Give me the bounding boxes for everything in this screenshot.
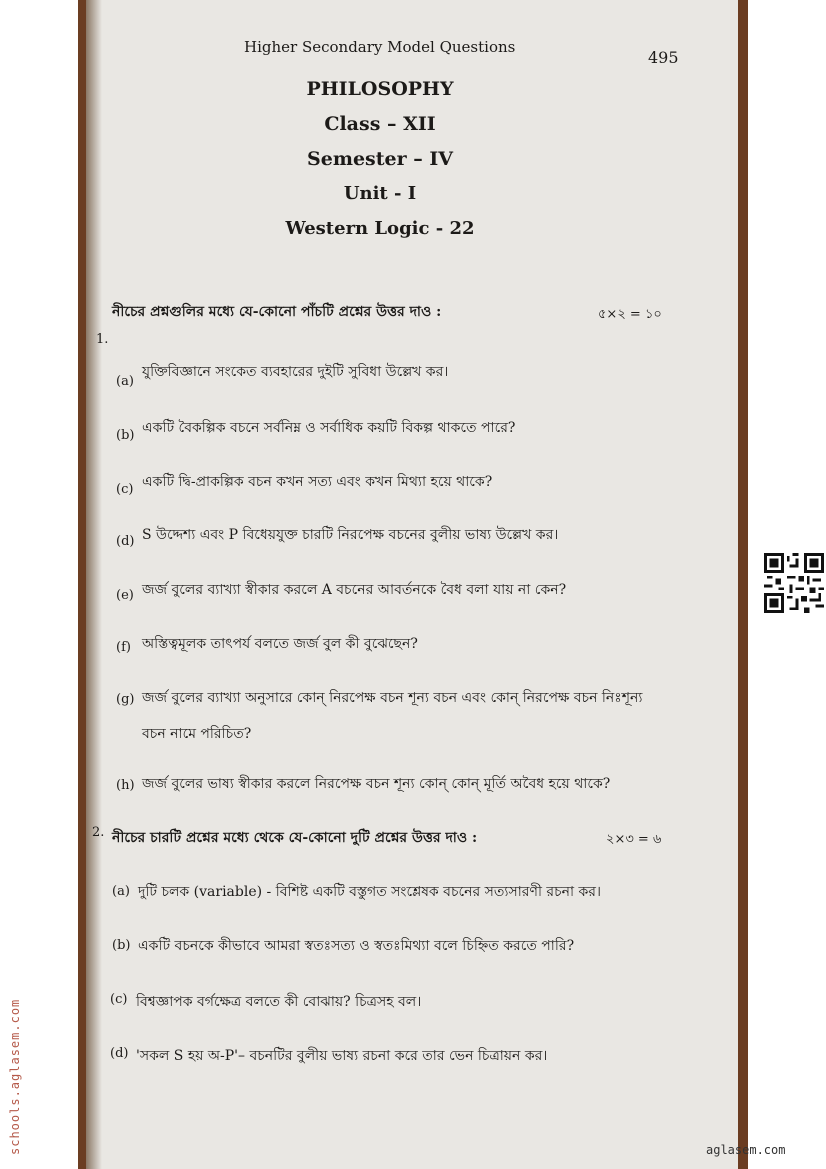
running-title: Higher Secondary Model Questions [244, 38, 516, 56]
item-label: (a) [116, 374, 134, 389]
item-text-continued: বচন নামে পরিচিত? [142, 726, 252, 742]
item-text: যুক্তিবিজ্ঞানে সংকেত ব্যবহারের দুইটি সুবিধা উল্লেখ কর। [142, 364, 449, 380]
item-text: একটি বচনকে কীভাবে আমরা স্বতঃসত্য ও স্বতঃমিথ্যা বলে চিহ্নিত করতে পারি? [138, 938, 575, 954]
item-label: (f) [116, 640, 131, 655]
qr-code-icon [764, 553, 824, 613]
side-watermark: schools.aglasem.com [8, 998, 22, 1155]
item-text: অস্তিত্বমূলক তাৎপর্য বলতে জর্জ বুল কী বুঝেছেন? [142, 636, 418, 652]
item-label: (c) [116, 482, 134, 497]
question-marks: ৫×২ = ১০ [598, 307, 662, 322]
item-label: (d) [116, 534, 135, 549]
subject-title: PHILOSOPHY [306, 78, 454, 100]
question-instruction: নীচের চারটি প্রশ্নের মধ্যে থেকে যে-কোনো দুটি প্রশ্নের উত্তর দাও : [112, 830, 478, 846]
item-label: (b) [116, 428, 135, 443]
semester-title: Semester – IV [307, 148, 453, 170]
item-text: দুটি চলক (variable) - বিশিষ্ট একটি বস্তুগত সংশ্লেষক বচনের সত্যসারণী রচনা কর। [138, 884, 602, 900]
item-text: একটি দ্বি-প্রাকল্পিক বচন কখন সত্য এবং কখন মিথ্যা হয়ে থাকে? [142, 474, 493, 490]
item-label: (a) [112, 884, 130, 899]
class-title: Class – XII [324, 113, 436, 135]
item-text: S উদ্দেশ্য এবং P বিধেয়যুক্ত চারটি নিরপেক্ষ বচনের বুলীয় ভাষ্য উল্লেখ কর। [142, 527, 559, 543]
item-label: (b) [112, 938, 131, 953]
item-text: একটি বৈকল্পিক বচনে সর্বনিম্ন ও সর্বাধিক কয়টি বিকল্প থাকতে পারে? [142, 420, 516, 436]
corner-watermark: aglasem.com [706, 1143, 786, 1157]
question-number: 1. [96, 332, 109, 347]
unit-title: Unit - I [343, 183, 417, 204]
item-text: জর্জ বুলের ভাষ্য স্বীকার করলে নিরপেক্ষ বচন শূন্য কোন্ কোন্ মূর্তি অবৈধ হয়ে থাকে? [142, 776, 611, 792]
item-label: (e) [116, 588, 134, 603]
item-label: (h) [116, 778, 135, 793]
question-marks: ২×৩ = ৬ [606, 832, 662, 847]
item-label: (c) [110, 992, 128, 1007]
page-number: 495 [648, 48, 679, 67]
item-text: বিশ্বজ্ঞাপক বর্গক্ষেত্র বলতে কী বোঝায়? চিত্রসহ বল। [136, 994, 422, 1010]
topic-title: Western Logic - 22 [285, 218, 475, 239]
item-text: জর্জ বুলের ব্যাখ্যা অনুসারে কোন্ নিরপেক্ষ বচন শূন্য বচন এবং কোন্ নিরপেক্ষ বচন নিঃশূন্য [142, 690, 643, 706]
item-label: (d) [110, 1046, 129, 1061]
page-edge-shadow [86, 0, 105, 1169]
question-number: 2. [92, 825, 105, 840]
item-label: (g) [116, 692, 135, 707]
question-instruction: নীচের প্রশ্নগুলির মধ্যে যে-কোনো পাঁচটি প্রশ্নের উত্তর দাও : [112, 304, 442, 320]
item-text: 'সকল S হয় অ-P'– বচনটির বুলীয় ভাষ্য রচনা করে তার ভেন চিত্রায়ন কর। [136, 1048, 548, 1064]
item-text: জর্জ বুলের ব্যাখ্যা স্বীকার করলে A বচনের আবর্তনকে বৈধ বলা যায় না কেন? [142, 582, 567, 598]
